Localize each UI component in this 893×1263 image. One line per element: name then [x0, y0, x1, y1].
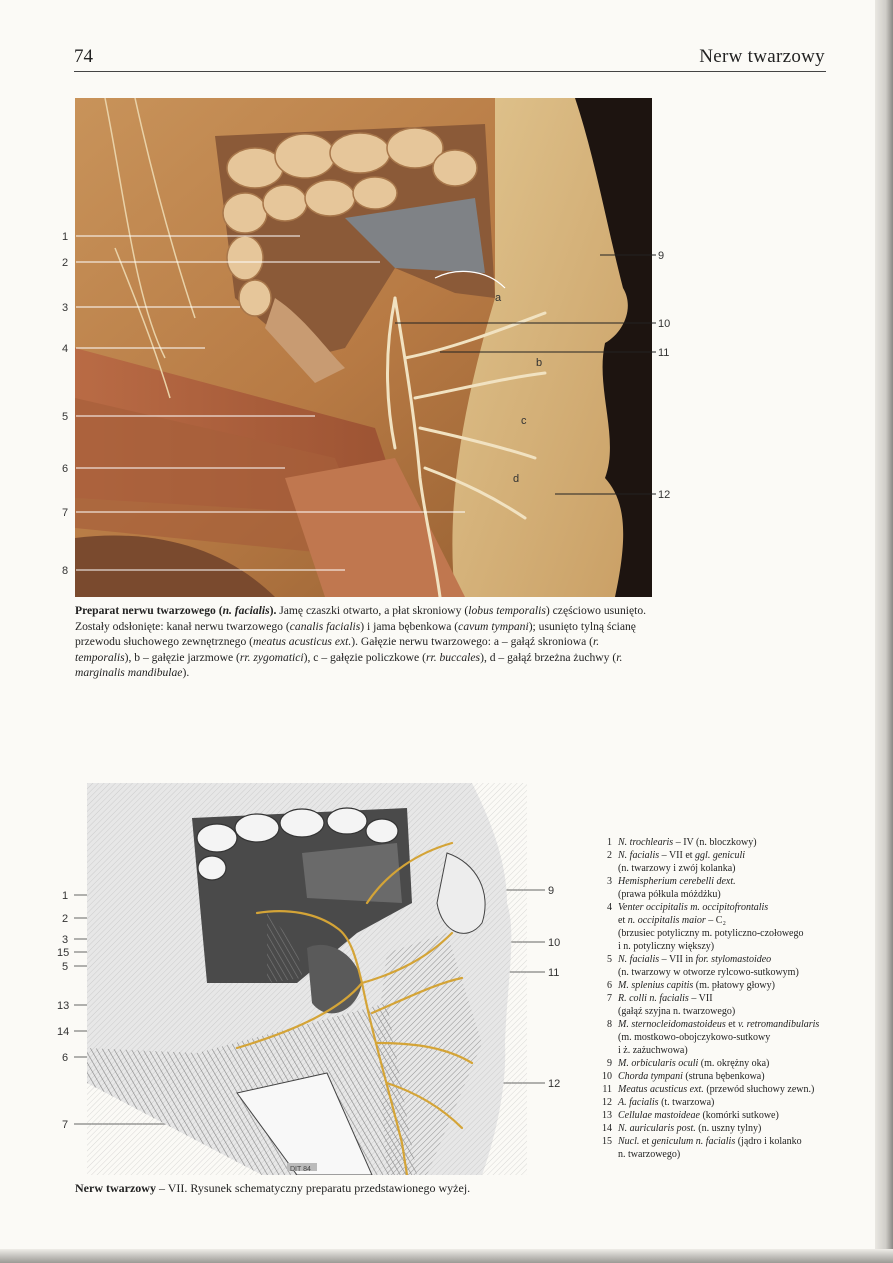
legend-number — [598, 914, 612, 927]
legend-latin-term: N. auricularis post. — [618, 1123, 696, 1134]
legend-number: 9 — [607, 1058, 612, 1069]
branch-label-a: a — [495, 292, 502, 304]
legend-text — [618, 1018, 838, 1031]
legend-text — [618, 1109, 838, 1122]
legend-number — [598, 1005, 612, 1018]
legend-text — [618, 875, 838, 888]
photo-label-10: 10 — [658, 318, 671, 330]
legend-polish-term: (t. twarzowa) — [658, 1097, 715, 1108]
legend-polish-term: et — [639, 1136, 652, 1147]
drawing-label-14: 14 — [57, 1026, 70, 1038]
legend-latin-term: Nucl. — [618, 1136, 640, 1147]
drawing-label-9: 9 — [548, 885, 555, 897]
legend-text — [618, 901, 838, 914]
legend-text — [618, 1122, 838, 1135]
legend-latin-term: M. orbicularis oculi — [618, 1058, 699, 1069]
legend-item — [598, 979, 838, 992]
legend-text — [618, 966, 838, 979]
legend-latin-term: M. splenius capitis — [618, 980, 694, 991]
legend-number — [598, 940, 612, 953]
photo-label-3: 3 — [62, 302, 69, 314]
legend-text — [618, 1005, 838, 1018]
legend-latin-term: Venter occipitalis m. occipitofrontalis — [618, 902, 769, 913]
drawing-label-1: 1 — [62, 890, 69, 902]
legend-latin-term: Hemispherium cerebelli dext. — [618, 876, 736, 887]
photo-label-5: 5 — [62, 411, 69, 423]
legend-item — [598, 1148, 838, 1161]
legend-latin-term: N. trochlearis — [618, 837, 674, 848]
legend-polish-term: et — [618, 915, 628, 926]
legend-latin-term: n. occipitalis maior — [627, 915, 706, 926]
drawing-label-11: 11 — [548, 967, 560, 979]
photo-label-8: 8 — [62, 565, 69, 577]
branch-label-c: c — [521, 415, 527, 427]
legend-polish-term: – IV (n. bloczkowy) — [673, 837, 757, 848]
legend-item — [598, 1096, 838, 1109]
legend-number — [598, 966, 612, 979]
legend-text — [618, 1096, 838, 1109]
legend-text — [618, 1070, 838, 1083]
legend-text — [618, 979, 838, 992]
legend-number: 6 — [607, 980, 612, 991]
photo-label-4: 4 — [62, 343, 69, 355]
legend-latin-term: A. facialis — [618, 1097, 659, 1108]
page-number: 74 — [74, 46, 93, 67]
drawing-label-2: 2 — [62, 913, 69, 925]
legend-number — [598, 888, 612, 901]
legend-item — [598, 940, 838, 953]
page-bottom-shadow — [0, 1249, 893, 1263]
legend-latin-term: Chorda tympani — [618, 1071, 683, 1082]
caption-title: Preparat nerwu twarzowego (n. facialis). — [75, 604, 277, 617]
drawing-label-5: 5 — [62, 961, 69, 973]
drawing-label-13: 13 — [57, 1000, 70, 1012]
page-edge-shadow — [875, 0, 893, 1263]
legend-item — [598, 966, 838, 979]
photo-label-6: 6 — [62, 463, 69, 475]
legend-number — [598, 1148, 612, 1161]
photo-label-1: 1 — [62, 231, 69, 243]
legend-polish-term: – C₂ — [705, 915, 726, 926]
photo-label-11: 11 — [658, 347, 670, 359]
legend-text — [618, 1148, 838, 1161]
legend-polish-term: et — [725, 1019, 738, 1030]
legend-polish-term: – VII et — [659, 850, 696, 861]
legend-latin-term: geniculum n. facialis — [651, 1136, 736, 1147]
legend-latin-term: M. sternocleidomastoideus — [618, 1019, 726, 1030]
legend-polish-term: n. twarzowego) — [618, 1149, 681, 1160]
legend-number: 1 — [607, 837, 612, 848]
legend-polish-term: (m. okrężny oka) — [698, 1058, 770, 1069]
legend-number: 3 — [607, 876, 612, 887]
legend-latin-term: N. facialis — [618, 954, 660, 965]
legend-polish-term: (m. mostkowo-obojczykowo-sutkowy — [618, 1032, 771, 1043]
legend-item — [598, 888, 838, 901]
legend-latin-term: v. retromandibularis — [737, 1019, 820, 1030]
drawing-label-3: 3 — [62, 934, 69, 946]
branch-label-b: b — [536, 357, 543, 369]
drawing-label-6: 6 — [62, 1052, 69, 1064]
legend-text — [618, 953, 838, 966]
legend-number — [598, 1044, 612, 1057]
legend-polish-term: (n. twarzowy i zwój kolanka) — [618, 863, 736, 874]
legend-number: 12 — [602, 1097, 612, 1108]
photo-label-7: 7 — [62, 507, 69, 519]
legend-polish-term: (komórki sutkowe) — [699, 1110, 779, 1121]
legend-latin-term: Cellulae mastoideae — [618, 1110, 700, 1121]
legend-text — [618, 1083, 838, 1096]
photo-caption: Preparat nerwu twarzowego (n. facialis). Jamę czaszki otwarto, a płat skroniowy (lobus temporalis) częściowo usunięto. Zostały odsłonięte: kanał nerwu twarzowego (canalis facialis) i jama bębenkowa (cavum tympani); usunięto tylną ścianę przewodu słuchowego zewnętrznego (meatus acusticus ext.). Gałęzie nerwu twarzowego: a – gałąź skroniowa (r. temporalis), b – gałęzie jarzmowe (rr. zygomatici), c – gałęzie policzkowe (rr. buccales), d – gałąź brzeżna żuchwy (r. marginalis mandibulae). — [75, 604, 647, 680]
legend-text — [618, 1057, 838, 1070]
legend-text — [618, 1135, 838, 1148]
running-title: Nerw twarzowy — [699, 46, 825, 67]
legend-item — [598, 992, 838, 1005]
legend-text — [618, 862, 838, 875]
legend-polish-term: (n. uszny tylny) — [695, 1123, 762, 1134]
legend-polish-term: (struna bębenkowa) — [682, 1071, 765, 1082]
legend-latin-term: ggl. geniculi — [695, 850, 746, 861]
dissection-photo — [75, 98, 652, 597]
legend-item — [598, 1070, 838, 1083]
legend-item — [598, 927, 838, 940]
legend-number — [598, 1031, 612, 1044]
legend-item — [598, 1018, 838, 1031]
legend-number — [598, 862, 612, 875]
header-rule — [74, 71, 826, 72]
legend-item — [598, 1031, 838, 1044]
legend-item — [598, 875, 838, 888]
legend-latin-term: R. colli n. facialis — [618, 993, 689, 1004]
legend-number: 2 — [607, 850, 612, 861]
legend-item — [598, 1083, 838, 1096]
legend-number: 15 — [602, 1136, 612, 1147]
legend-polish-term: i ż. zażuchwowa) — [618, 1045, 688, 1056]
legend-text — [618, 940, 838, 953]
legend-list — [598, 836, 838, 1161]
legend-latin-term: for. stylomastoideo — [695, 954, 772, 965]
drawing-label-12: 12 — [548, 1078, 561, 1090]
legend-text — [618, 836, 838, 849]
legend-item — [598, 901, 838, 914]
legend-number: 4 — [607, 902, 612, 913]
legend-number: 5 — [607, 954, 612, 965]
drawing-caption: Nerw twarzowy – VII. Rysunek schematyczny preparatu przedstawionego wyżej. — [75, 1181, 471, 1195]
legend-polish-term: (n. twarzowy w otworze rylcowo-sutkowym) — [618, 967, 799, 978]
legend-polish-term: (przewód słuchowy zewn.) — [703, 1084, 815, 1095]
drawing-label-10: 10 — [548, 937, 561, 949]
legend-text — [618, 849, 838, 862]
legend-polish-term: (brzusiec potyliczny m. potyliczno-czołowego — [618, 928, 804, 939]
photo-label-2: 2 — [62, 257, 69, 269]
legend-latin-term: N. facialis — [618, 850, 660, 861]
legend-item — [598, 1135, 838, 1148]
legend-polish-term: (gałąź szyjna n. twarzowego) — [618, 1006, 736, 1017]
legend-text — [618, 927, 838, 940]
photo-label-12: 12 — [658, 489, 671, 501]
legend-text — [618, 888, 838, 901]
legend-number: 11 — [602, 1084, 612, 1095]
legend-item — [598, 1044, 838, 1057]
legend-item — [598, 1122, 838, 1135]
legend-number: 8 — [607, 1019, 612, 1030]
legend-item — [598, 914, 838, 927]
legend-number: 10 — [602, 1071, 612, 1082]
branch-label-d: d — [513, 473, 520, 485]
schematic-drawing — [87, 783, 527, 1175]
photo-label-9: 9 — [658, 250, 665, 262]
drawing-label-15: 15 — [57, 947, 70, 959]
legend-item — [598, 849, 838, 862]
legend-item — [598, 953, 838, 966]
legend-number — [598, 927, 612, 940]
legend-number: 13 — [602, 1110, 612, 1121]
drawing-label-7: 7 — [62, 1119, 69, 1131]
legend-polish-term: (m. płatowy głowy) — [693, 980, 775, 991]
legend-item — [598, 1109, 838, 1122]
legend-text — [618, 1044, 838, 1057]
legend-text — [618, 992, 838, 1005]
legend-text — [618, 914, 838, 927]
legend-polish-term: (jądro i kolanko — [735, 1136, 802, 1147]
legend-item — [598, 862, 838, 875]
legend-polish-term: i n. potyliczny większy) — [618, 941, 715, 952]
legend-polish-term: (prawa półkula móżdżku) — [618, 889, 721, 900]
legend-number: 7 — [607, 993, 612, 1004]
legend-number: 14 — [602, 1123, 612, 1134]
legend-item — [598, 1057, 838, 1070]
legend-latin-term: Meatus acusticus ext. — [618, 1084, 704, 1095]
legend-polish-term: – VII — [688, 993, 713, 1004]
legend-item — [598, 836, 838, 849]
legend-text — [618, 1031, 838, 1044]
artist-signature: DIT 84 — [290, 1166, 311, 1173]
legend-polish-term: – VII in — [659, 954, 696, 965]
legend-item — [598, 1005, 838, 1018]
